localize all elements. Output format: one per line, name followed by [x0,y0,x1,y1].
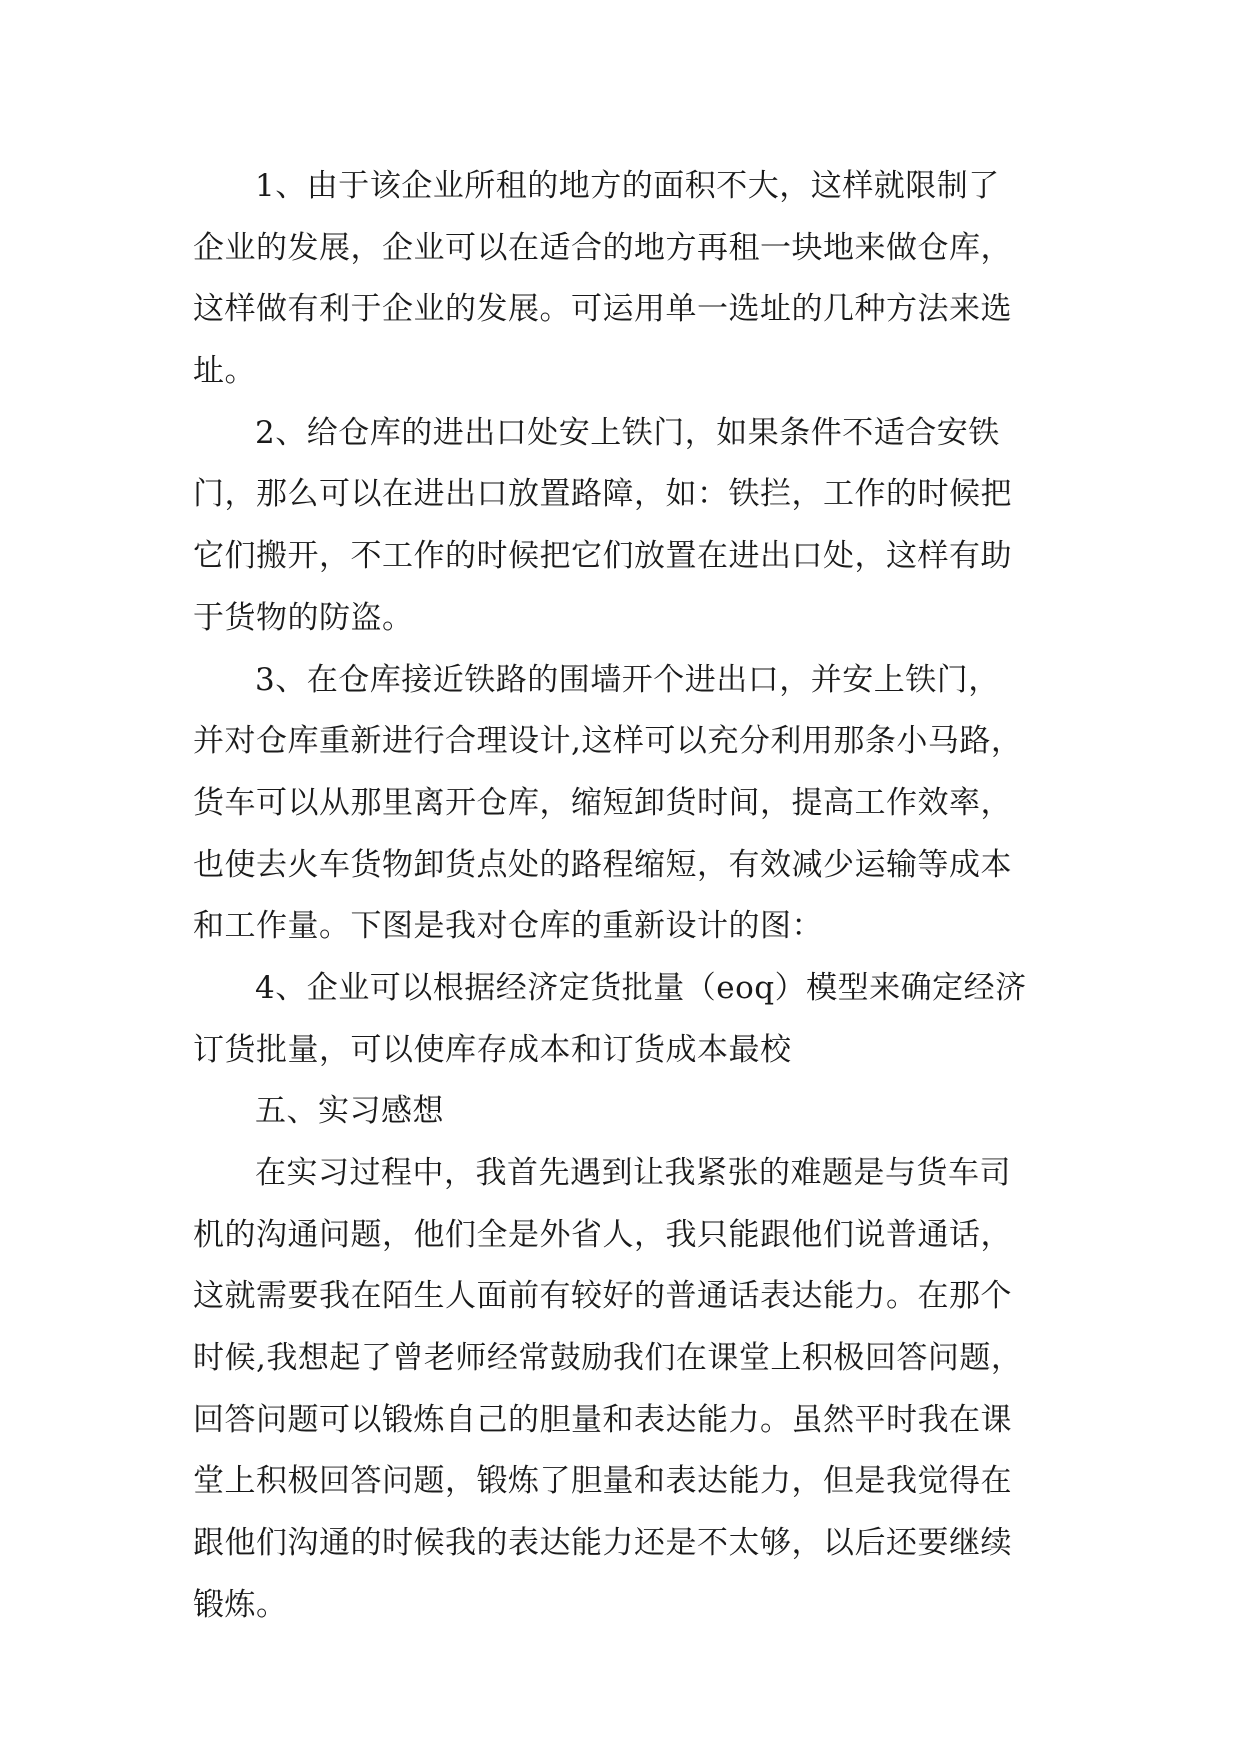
text-line: 订货批量，可以使库存成本和订货成本最校 [193,1031,792,1068]
text-line: 4、企业可以根据经济定货批量（eoq）模型来确定经济 [255,969,1027,1006]
text-line: 并对仓库重新进行合理设计,这样可以充分利用那条小马路， [193,723,1023,760]
text-line: 3、在仓库接近铁路的围墙开个进出口，并安上铁门， [255,661,1000,698]
text-line: 五、实习感想 [255,1093,444,1130]
text-line: 在实习过程中，我首先遇到让我紧张的难题是与货车司 [255,1155,1011,1191]
text-line: 时候,我想起了曾老师经常鼓励我们在课堂上积极回答问题， [193,1340,1023,1377]
text-line: 跟他们沟通的时候我的表达能力还是不太够，以后还要继续 [193,1525,1012,1562]
text-line: 机的沟通问题，他们全是外省人，我只能跟他们说普通话， [193,1216,1012,1253]
text-line: 锻炼。 [193,1586,288,1623]
text-line: 这样做有利于企业的发展。可运用单一选址的几种方法来选 [193,291,1012,328]
text-line: 回答问题可以锻炼自己的胆量和表达能力。虽然平时我在课 [193,1401,1012,1438]
text-line: 企业的发展，企业可以在适合的地方再租一块地来做仓库， [193,229,1012,266]
document-body [193,156,1053,1637]
text-line: 也使去火车货物卸货点处的路程缩短，有效减少运输等成本 [193,846,1012,883]
text-line: 它们搬开，不工作的时候把它们放置在进出口处，这样有助 [193,538,1012,575]
text-line: 1、由于该企业所租的地方的面积不大，这样就限制了 [255,168,1000,204]
text-line: 2、给仓库的进出口处安上铁门，如果条件不适合安铁 [255,414,1000,451]
text-line: 门，那么可以在进出口放置路障，如：铁拦，工作的时候把 [193,476,1012,513]
text-line: 货车可以从那里离开仓库，缩短卸货时间，提高工作效率， [193,784,1012,821]
text-line: 这就需要我在陌生人面前有较好的普通话表达能力。在那个 [193,1278,1012,1315]
text-line: 和工作量。下图是我对仓库的重新设计的图： [193,908,823,945]
text-line: 于货物的防盗。 [193,599,414,636]
text-line: 堂上积极回答问题，锻炼了胆量和表达能力，但是我觉得在 [193,1463,1012,1500]
text-line: 址。 [193,353,256,390]
